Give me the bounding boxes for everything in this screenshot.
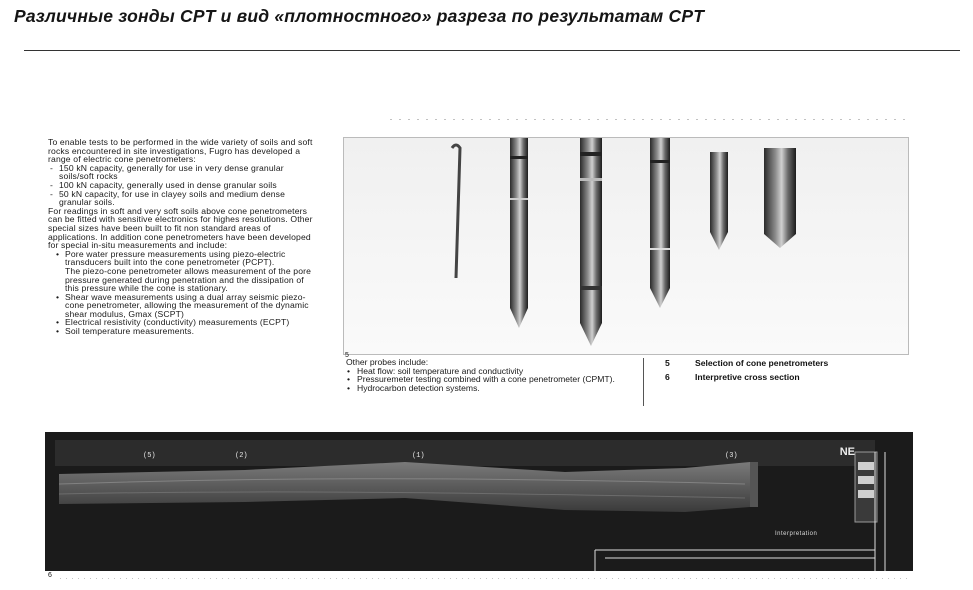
penetrometer-probe — [764, 148, 796, 248]
direction-label: NE — [839, 446, 855, 458]
other-probes-list — [346, 367, 636, 393]
special-paragraph: For readings in soft and very soft soils above cone penetrometers can be fitted with sensitive electronics for highes resolutions. Other special sizes have been built to fit non standard areas of applications. In addition cone penetrometers have been developed for special in-situ measurements and include: — [48, 205, 313, 251]
other-probes-heading: Other probes include: — [346, 357, 429, 367]
list-item: • Soil temperature measurements. — [56, 327, 318, 336]
cross-section-illustration — [45, 432, 913, 571]
scan-noise-line — [60, 578, 910, 579]
section-figure-number: 6 — [48, 572, 52, 579]
photo-number: 5 — [345, 352, 349, 359]
penetrometer-probe — [510, 138, 528, 328]
caption-item: 5 Selection of cone penetrometers — [665, 358, 829, 368]
caption-item: 6 Interpretive cross section — [665, 372, 800, 382]
cpt-location-marker: (1) — [412, 452, 425, 460]
list-item: - 100 kN capacity, generally used in dense granular soils — [48, 181, 318, 190]
list-item: • Shear wave measurements using a dual array seismic piezo-cone penetrometer, allowing the measurement of the dynamic shear modulus, Gmax (SCPT) — [56, 293, 318, 319]
capacity-list — [48, 164, 318, 207]
special-list — [48, 250, 318, 336]
intro-paragraph: To enable tests to be performed in the wide variety of soils and soft rocks encountered in site investigations, Fugro has developed a range of electric cone penetrometers: — [48, 137, 313, 165]
column-divider — [643, 358, 644, 406]
list-item: • Pressuremeter testing combined with a cone penetrometer (CPMT). — [346, 375, 636, 384]
title-rule — [24, 50, 960, 51]
penetrometer-probe — [580, 138, 602, 346]
penetrometers-illustration — [344, 138, 909, 355]
list-item: • Pore water pressure measurements using piezo-electric transducers built into the cone penetrometer (PCPT). The piezo-cone penetrometer allows measurement of the pore pressure generated during penetration and the dissipation of this pressure while the cone is stationary. — [56, 250, 318, 293]
scan-noise-line — [390, 119, 910, 120]
list-item: - 150 kN capacity, generally for use in very dense granular soils/soft rocks — [48, 164, 318, 181]
other-probes-text — [346, 358, 636, 392]
list-item: • Electrical resistivity (conductivity) measurements (ECPT) — [56, 318, 318, 327]
cpt-location-marker: (2) — [235, 452, 248, 460]
list-item: • Heat flow: soil temperature and conductivity — [346, 367, 636, 376]
page-title: Различные зонды CPT и вид «плотностного» разреза по результатам CPT — [14, 6, 705, 26]
cpt-location-marker: (5) — [143, 452, 156, 460]
list-item: - 50 kN capacity, for use in clayey soils and medium dense granular soils. — [48, 190, 318, 207]
penetrometer-probe — [710, 152, 728, 250]
cpt-location-marker: (3) — [725, 452, 738, 460]
cone-penetrometers-photo — [343, 137, 909, 355]
penetrometer-probe — [650, 138, 670, 308]
list-item: • Hydrocarbon detection systems. — [346, 384, 636, 393]
figure-captions — [665, 359, 915, 387]
interpretive-cross-section — [45, 432, 913, 571]
pcpt-detail: The piezo-cone penetrometer allows measurement of the pore pressure generated during penetration and the dissipation of this pressure while the cone is stationary. — [65, 265, 312, 294]
cpt-description-text — [48, 138, 318, 336]
section-legend-text: Interpretation — [775, 531, 818, 537]
